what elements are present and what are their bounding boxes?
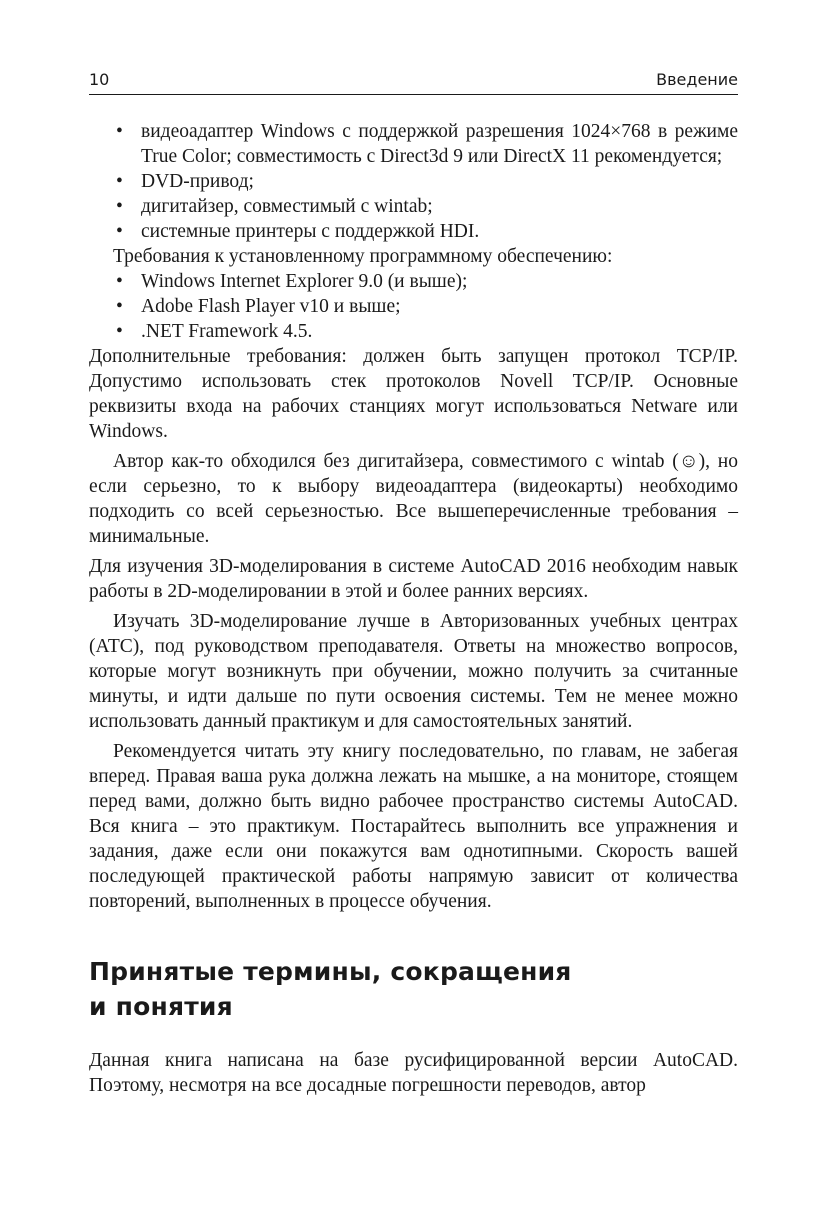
list-item: • DVD-привод; <box>116 171 254 192</box>
paragraph-author-note: Автор как-то обходился без дигитайзера, совместимого с wintab (☺), но если серьезно, то к выбору видеоадаптера (видеокарты) необходимо подходить со всей серьезностью. Все вышеперечисленные требования – минимальные. <box>89 451 738 547</box>
software-requirements-list <box>89 269 738 344</box>
bullet-icon: • <box>116 196 123 217</box>
bullet-icon: • <box>116 121 123 142</box>
list-item: • системные принтеры с поддержкой HDI. <box>116 221 480 242</box>
section-heading <box>89 954 738 1024</box>
bullet-icon: • <box>116 321 123 342</box>
bullet-icon: • <box>116 171 123 192</box>
list-item: • видеоадаптер Windows с поддержкой разрешения 1024×768 в режиме True Color; совместимость с Direct3d 9 или DirectX 11 рекомендуется; <box>116 121 738 167</box>
bullet-icon: • <box>116 271 123 292</box>
list-item: • Windows Internet Explorer 9.0 (и выше); <box>116 271 468 292</box>
hardware-requirements-list <box>89 119 738 244</box>
chapter-title: Введение <box>656 70 738 89</box>
page-number: 10 <box>89 70 110 89</box>
paragraph-section-intro: Данная книга написана на базе русифицированной версии AutoCAD. Поэтому, несмотря на все досадные погрешности переводов, автор <box>89 1050 738 1096</box>
list-item: • .NET Framework 4.5. <box>116 321 313 342</box>
main-text <box>89 119 738 1098</box>
paragraph-extra-requirements: Дополнительные требования: должен быть запущен протокол TCP/IP. Допустимо использовать стек протоколов Novell TCP/IP. Основные реквизиты входа на рабочих станциях могут использоваться Netware или Windows. <box>89 346 738 442</box>
paragraph-study-3d: Для изучения 3D-моделирования в системе AutoCAD 2016 необходим навык работы в 2D-моделировании в этой и более ранних версиях. <box>89 556 738 602</box>
paragraph-recommend: Рекомендуется читать эту книгу последовательно, по главам, не забегая вперед. Правая ваша рука должна лежать на мышке, а на мониторе, стоящем перед вами, должно быть видно рабочее пространство системы AutoCAD. Вся книга – это практикум. Постарайтесь выполнить все упражнения и задания, даже если они покажутся вам однотипными. Скорость вашей последующей практической работы напрямую зависит от количества повторений, выполненных в процессе обучения. <box>89 741 738 912</box>
section-heading-line: Принятые термины, сокращения <box>89 957 572 986</box>
section-heading-line: и понятия <box>89 992 233 1021</box>
bullet-icon: • <box>116 221 123 242</box>
software-intro: Требования к установленному программному обеспечению: <box>113 246 613 267</box>
bullet-icon: • <box>116 296 123 317</box>
paragraph-atc: Изучать 3D-моделирование лучше в Авторизованных учебных центрах (АТС), под руководством преподавателя. Ответы на множество вопросов, которые могут возникнуть при обучении, можно получить за считанные минуты, и идти дальше по пути освоения системы. Тем не менее можно использовать данный практикум и для самостоятельных занятий. <box>89 611 738 732</box>
book-page <box>89 70 738 1098</box>
list-item: • Adobe Flash Player v10 и выше; <box>116 296 401 317</box>
list-item: • дигитайзер, совместимый с wintab; <box>116 196 433 217</box>
running-header <box>89 70 738 95</box>
